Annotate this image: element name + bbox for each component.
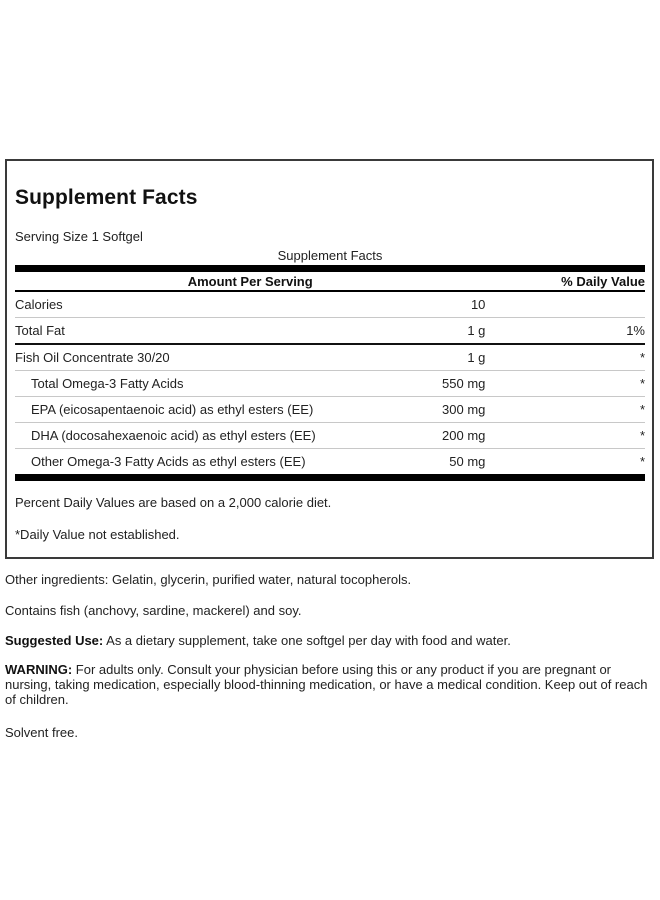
- table-header-row: [15, 269, 645, 292]
- suggested-use-text: As a dietary supplement, take one softgel per day with food and water.: [103, 633, 511, 648]
- nutrient-amount: 200 mg: [419, 423, 485, 449]
- nutrient-amount: 550 mg: [419, 371, 485, 397]
- nutrient-amount: 1 g: [419, 344, 485, 371]
- supplement-facts-table: [15, 265, 645, 481]
- daily-value-basis-footnote: Percent Daily Values are based on a 2,000 calorie diet.: [15, 495, 332, 510]
- warning-label: WARNING:: [5, 662, 73, 677]
- table-row: [15, 371, 645, 397]
- nutrient-name: EPA (eicosapentaenoic acid) as ethyl esters (EE): [15, 397, 419, 423]
- nutrient-daily-value: *: [485, 449, 645, 478]
- amount-per-serving-header: Amount Per Serving: [187, 274, 313, 289]
- table-caption: Supplement Facts: [277, 248, 383, 263]
- supplement-facts-panel: [5, 159, 654, 559]
- allergen-statement: Contains fish (anchovy, sardine, mackerel) and soy.: [5, 603, 302, 618]
- table-row: [15, 423, 645, 449]
- nutrient-daily-value: 1%: [485, 318, 645, 345]
- nutrient-name: Calories: [15, 291, 419, 318]
- nutrient-amount: 10: [419, 291, 485, 318]
- panel-title: Supplement Facts: [15, 186, 198, 209]
- table-row: [15, 449, 645, 478]
- suggested-use-label: Suggested Use:: [5, 633, 104, 648]
- table-row: [15, 344, 645, 371]
- other-ingredients: Other ingredients: Gelatin, glycerin, purified water, natural tocopherols.: [5, 572, 412, 587]
- nutrient-daily-value: *: [485, 423, 645, 449]
- nutrient-daily-value: *: [485, 397, 645, 423]
- suggested-use: [5, 633, 655, 648]
- nutrient-name: Total Fat: [15, 318, 419, 345]
- daily-value-not-established-footnote: *Daily Value not established.: [15, 527, 180, 542]
- nutrient-daily-value: [485, 291, 645, 318]
- warning: [5, 662, 655, 707]
- table-row: [15, 291, 645, 318]
- nutrient-name: Other Omega-3 Fatty Acids as ethyl esters (EE): [15, 449, 419, 478]
- daily-value-header: % Daily Value: [561, 274, 645, 289]
- nutrient-daily-value: *: [485, 344, 645, 371]
- nutrient-amount: 50 mg: [419, 449, 485, 478]
- solvent-free-note: Solvent free.: [5, 725, 78, 740]
- table-row: [15, 318, 645, 345]
- table-row: [15, 397, 645, 423]
- nutrient-daily-value: *: [485, 371, 645, 397]
- nutrient-amount: 300 mg: [419, 397, 485, 423]
- warning-text: For adults only. Consult your physician before using this or any product if you are pregnant or nursing, taking medication, especially blood-thinning medication, or have a medical condition. Keep out of reach of children.: [5, 662, 648, 707]
- nutrient-amount: 1 g: [419, 318, 485, 345]
- nutrient-name: Fish Oil Concentrate 30/20: [15, 344, 419, 371]
- nutrient-name: Total Omega-3 Fatty Acids: [15, 371, 419, 397]
- serving-size: Serving Size 1 Softgel: [15, 229, 143, 244]
- nutrient-name: DHA (docosahexaenoic acid) as ethyl esters (EE): [15, 423, 419, 449]
